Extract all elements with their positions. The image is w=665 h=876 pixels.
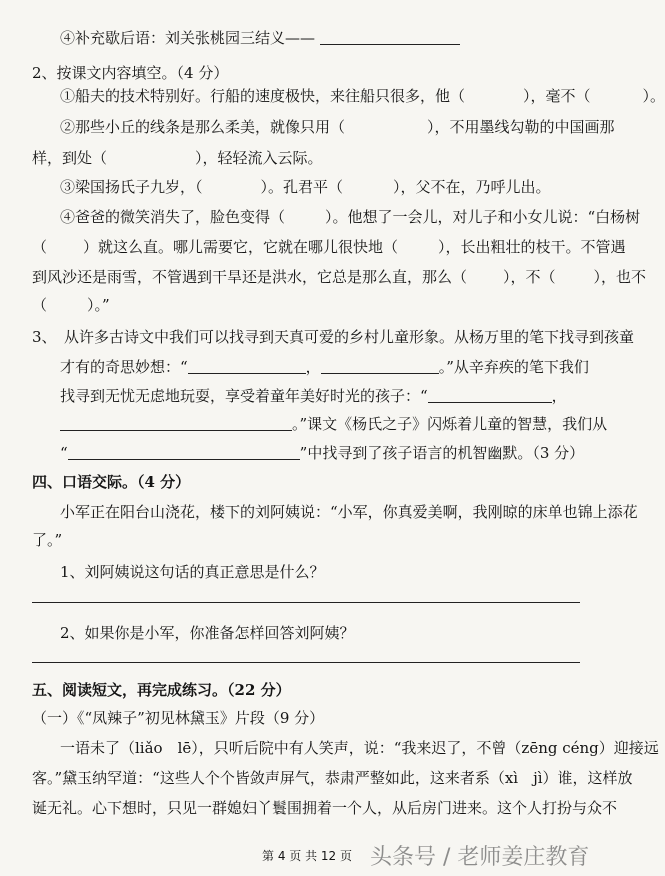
question-heading: 2、按课文内容填空。（4 分） [32, 64, 229, 82]
answer-blank[interactable] [321, 358, 439, 374]
section-heading: 四、口语交际。（4 分） [32, 473, 191, 491]
answer-blank[interactable] [320, 29, 460, 45]
question-heading: 3、 从许多古诗文中我们可以找寻到天真可爱的乡村儿童形象。从杨万里的笔下找寻到孩童 [32, 328, 635, 346]
answer-line[interactable] [32, 602, 580, 603]
question-line: ④补充歇后语：刘关张桃园三结义—— [60, 28, 460, 48]
question-line: 2、如果你是小军，你准备怎样回答刘阿姨？ [60, 624, 355, 642]
answer-line[interactable] [32, 662, 580, 663]
question-line: 。”课文《杨氏之子》闪烁着儿童的智慧，我们从 [60, 414, 607, 434]
paragraph-line: 了。” [32, 531, 63, 549]
watermark: 头条号 / 老师姜庄教育 [370, 845, 590, 870]
question-line: （ ）就这么直。哪儿需要它，它就在哪儿很快地（ ），长出粗壮的枝干。不管遇 [32, 238, 626, 256]
passage-title: （一）《“凤辣子”初见林黛玉》片段（9 分） [32, 709, 325, 727]
answer-blank[interactable] [428, 387, 552, 403]
question-line: ③梁国扬氏子九岁，（ ）。孔君平（ ），父不在，乃呼儿出。 [60, 178, 551, 196]
answer-blank[interactable] [68, 444, 300, 460]
question-line: ①船夫的技术特别好。行船的速度极快，来往船只很多，他（ ），毫不（ ）。 [60, 87, 665, 105]
page-number: 第 4 页 共 12 页 [262, 849, 352, 863]
question-line: 1、刘阿姨说这句话的真正意思是什么？ [60, 563, 325, 581]
paragraph-line: 小军正在阳台山浇花，楼下的刘阿姨说：“小军，你真爱美啊，我刚晾的床单也锦上添花 [60, 503, 638, 521]
passage-line: 诞无礼。心下想时，只见一群媳妇丫鬟围拥着一个人，从后房门进来。这个人打扮与众不 [32, 799, 618, 817]
question-line: “ ”中找寻到了孩子语言的机智幽默。（3 分） [60, 444, 585, 462]
passage-line: 一语未了（liǎo lē），只听后院中有人笑声，说：“我来迟了，不曾（zēng céng）迎接远 [60, 739, 659, 757]
question-line: 样，到处（ ），轻轻流入云际。 [32, 149, 323, 167]
answer-blank[interactable] [60, 415, 292, 431]
answer-blank[interactable] [188, 358, 306, 374]
section-heading: 五、阅读短文，再完成练习。（22 分） [32, 681, 291, 699]
question-line: （ ）。” [32, 296, 110, 314]
question-line: 才有的奇思妙想：“ ， 。”从辛弃疾的笔下我们 [60, 358, 589, 376]
question-line: ②那些小丘的线条是那么柔美，就像只用（ ），不用墨线勾勒的中国画那 [60, 118, 615, 136]
passage-line: 客。”黛玉纳罕道：“这些人个个皆敛声屏气，恭肃严整如此，这来者系（xì jì）谁，这样放 [32, 769, 633, 787]
question-line: 到风沙还是雨雪，不管遇到干旱还是洪水，它总是那么直，那么（ ），不（ ），也不 [32, 268, 647, 286]
question-line: 找寻到无忧无虑地玩耍，享受着童年美好时光的孩子：“ ， [60, 387, 567, 405]
question-line: ④爸爸的微笑消失了，脸色变得（ ）。他想了一会儿，对儿子和小女儿说：“白杨树 [60, 208, 641, 226]
